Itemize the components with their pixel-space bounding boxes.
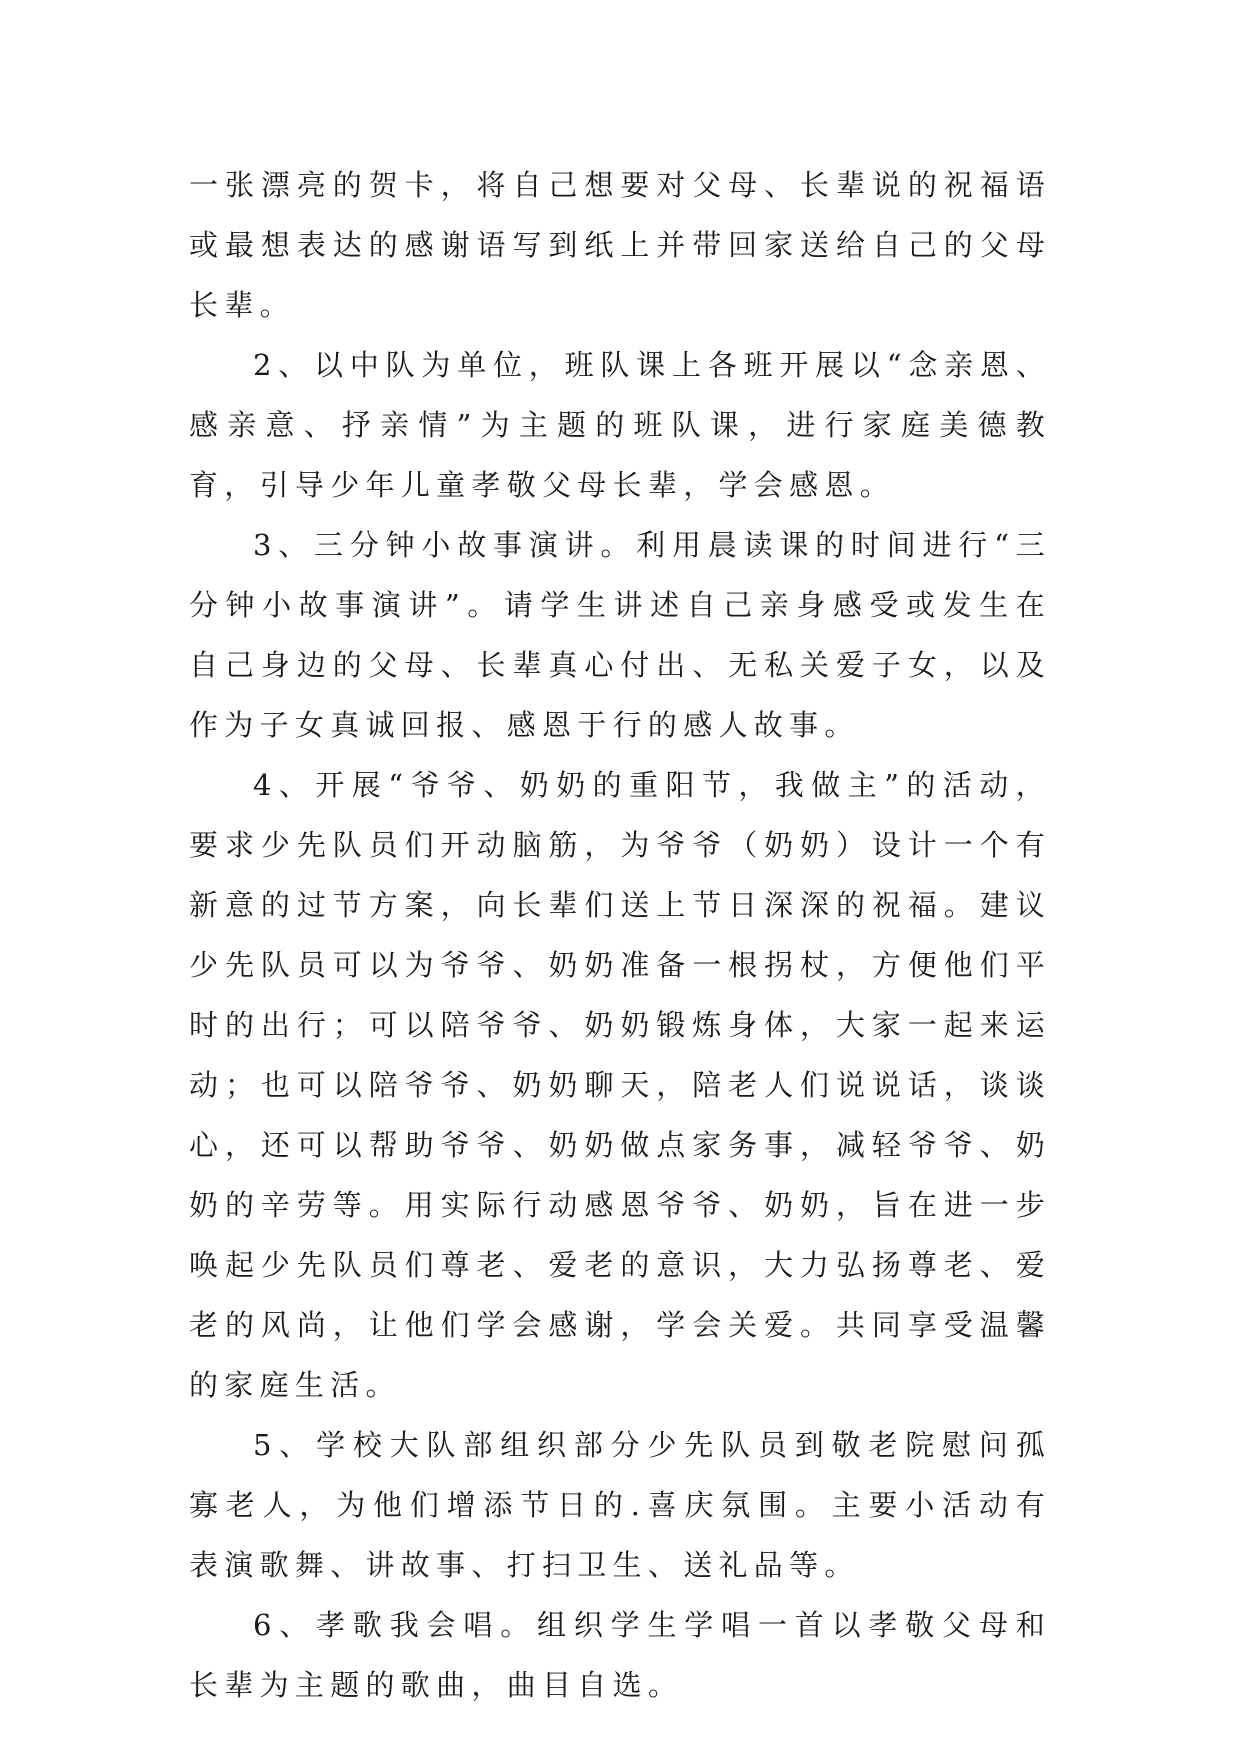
paragraph-item-4: 4、开展“爷爷、奶奶的重阳节，我做主”的活动，要求少先队员们开动脑筋，为爷爷（奶奶）设计一个有新意的过节方案，向长辈们送上节日深深的祝福。建议少先队员可以为爷爷、奶奶准备一根拐杖，方便他们平时的出行；可以陪爷爷、奶奶锻炼身体，大家一起来运动；也可以陪爷爷、奶奶聊天，陪老人们说说话，谈谈心，还可以帮助爷爷、奶奶做点家务事，减轻爷爷、奶奶的辛劳等。用实际行动感恩爷爷、奶奶，旨在进一步唤起少先队员们尊老、爱老的意识，大力弘扬尊老、爱老的风尚，让他们学会感谢，学会关爱。共同享受温馨的家庭生活。 bbox=[189, 768, 1051, 1402]
document-page bbox=[189, 155, 1051, 1715]
paragraph-item-6: 6、孝歌我会唱。组织学生学唱一首以孝敬父母和长辈为主题的歌曲，曲目自选。 bbox=[189, 1608, 1051, 1702]
paragraph-item-2: 2、以中队为单位，班队课上各班开展以“念亲恩、感亲意、抒亲情”为主题的班队课，进行家庭美德教育，引导少年儿童孝敬父母长辈，学会感恩。 bbox=[189, 348, 1051, 502]
paragraph-greeting-card: 一张漂亮的贺卡，将自己想要对父母、长辈说的祝福语或最想表达的感谢语写到纸上并带回家送给自己的父母长辈。 bbox=[189, 168, 1051, 322]
paragraph-item-3: 3、三分钟小故事演讲。利用晨读课的时间进行“三分钟小故事演讲”。请学生讲述自己亲身感受或发生在自己身边的父母、长辈真心付出、无私关爱子女，以及作为子女真诚回报、感恩于行的感人故事。 bbox=[189, 528, 1051, 742]
paragraph-item-5: 5、学校大队部组织部分少先队员到敬老院慰问孤寡老人，为他们增添节日的.喜庆氛围。主要小活动有表演歌舞、讲故事、打扫卫生、送礼品等。 bbox=[189, 1428, 1051, 1582]
